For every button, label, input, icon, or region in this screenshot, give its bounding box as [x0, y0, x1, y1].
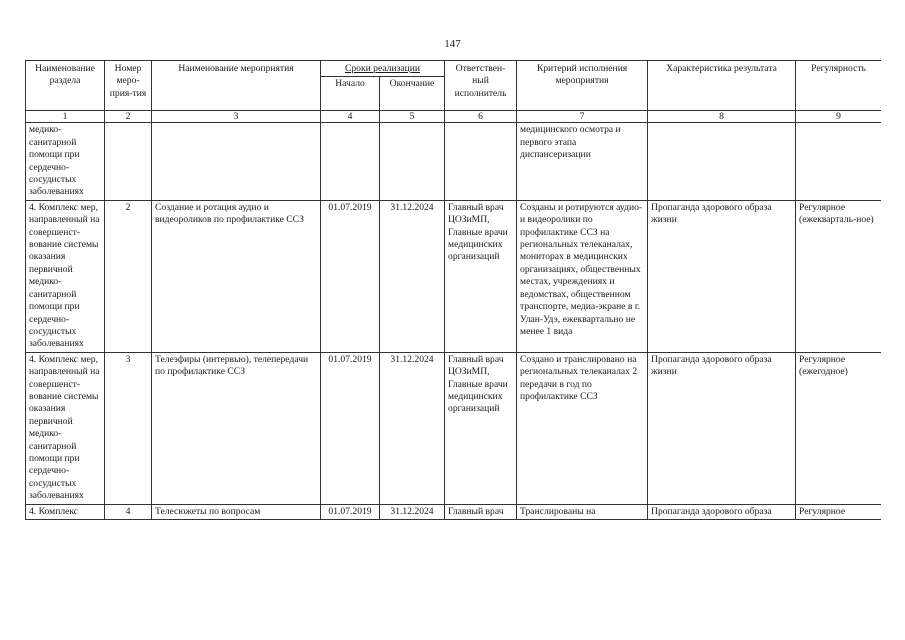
cell-section: 4. Комплекс: [26, 504, 105, 519]
cell-regularity: [796, 123, 881, 200]
cell-end: 31.12.2024: [380, 504, 445, 519]
header-terms-label: Сроки реализации: [344, 63, 421, 74]
column-number-7: 7: [517, 111, 648, 123]
table-container: [25, 60, 881, 582]
cell-start: [321, 123, 380, 200]
cell-number: 4: [105, 504, 152, 519]
cell-result: Пропаганда здорового образа: [648, 504, 796, 519]
cell-regularity: Регулярное (ежегодное): [796, 352, 881, 504]
cell-end: [380, 123, 445, 200]
table-row: [26, 352, 882, 504]
cell-responsible: Главный врач ЦОЗиМП, Главные врачи медицинских организаций: [445, 352, 517, 504]
cell-responsible: [445, 123, 517, 200]
column-number-3: 3: [152, 111, 321, 123]
cell-responsible: Главный врач ЦОЗиМП, Главные врачи медицинских организаций: [445, 200, 517, 352]
cell-criterion: Созданы и ротируются аудио- и видеоролики по профилактике ССЗ на региональных телеканалах, мониторах в медицинских организациях, общественных местах, учреждениях и ведомствах, общественном транспорте, медиа-экране в г. Улан-Удэ, ежеквартально не менее 1 вида: [517, 200, 648, 352]
cell-result: Пропаганда здорового образа жизни: [648, 352, 796, 504]
cell-section: 4. Комплекс мер, направленный на совершенст-вование системы оказания первичной медико-санитарной помощи при сердечно-сосудистых заболеваниях: [26, 200, 105, 352]
cell-section: медико-санитарной помощи при сердечно-сосудистых заболеваниях: [26, 123, 105, 200]
cell-event-name: Телеэфиры (интервью), телепередачи по профилактике ССЗ: [152, 352, 321, 504]
page-number: 147: [444, 38, 461, 50]
cell-start: 01.07.2019: [321, 200, 380, 352]
cell-number: 2: [105, 200, 152, 352]
column-number-8: 8: [648, 111, 796, 123]
cell-end: 31.12.2024: [380, 352, 445, 504]
column-number-5: 5: [380, 111, 445, 123]
column-number-4: 4: [321, 111, 380, 123]
header-event-name: Наименование мероприятия: [152, 61, 321, 111]
header-responsible: Ответствен-ный исполнитель: [445, 61, 517, 111]
header-terms: [321, 61, 445, 77]
column-number-9: 9: [796, 111, 881, 123]
table-row: [26, 200, 882, 352]
measures-table: [25, 60, 881, 520]
header-number: Номер меро-прия-тия: [105, 61, 152, 111]
header-end: Окончание: [380, 77, 445, 111]
cell-result: [648, 123, 796, 200]
cell-event-name: [152, 123, 321, 200]
header-result: Характеристика результата: [648, 61, 796, 111]
cell-regularity: Регулярное (ежекварталь-ное): [796, 200, 881, 352]
cell-section: 4. Комплекс мер, направленный на совершенст-вование системы оказания первичной медико-санитарной помощи при сердечно-сосудистых заболеваниях: [26, 352, 105, 504]
cell-regularity: Регулярное: [796, 504, 881, 519]
table-row: [26, 123, 882, 200]
header-regularity: Регулярность: [796, 61, 881, 111]
cell-criterion: Создано и транслировано на региональных телеканалах 2 передачи в год по профилактике ССЗ: [517, 352, 648, 504]
cell-event-name: Создание и ротация аудио и видеороликов по профилактике ССЗ: [152, 200, 321, 352]
table-row: [26, 504, 882, 519]
cell-start: 01.07.2019: [321, 504, 380, 519]
header-start: Начало: [321, 77, 380, 111]
column-number-2: 2: [105, 111, 152, 123]
cell-responsible: Главный врач: [445, 504, 517, 519]
cell-end: 31.12.2024: [380, 200, 445, 352]
cell-number: 3: [105, 352, 152, 504]
cell-criterion: медицинского осмотра и первого этапа диспансеризации: [517, 123, 648, 200]
header-section: Наименование раздела: [26, 61, 105, 111]
column-number-6: 6: [445, 111, 517, 123]
cell-result: Пропаганда здорового образа жизни: [648, 200, 796, 352]
cell-criterion: Транслированы на: [517, 504, 648, 519]
column-number-1: 1: [26, 111, 105, 123]
header-criterion: Критерий исполнения мероприятия: [517, 61, 648, 111]
cell-number: [105, 123, 152, 200]
cell-start: 01.07.2019: [321, 352, 380, 504]
cell-event-name: Телесюжеты по вопросам: [152, 504, 321, 519]
